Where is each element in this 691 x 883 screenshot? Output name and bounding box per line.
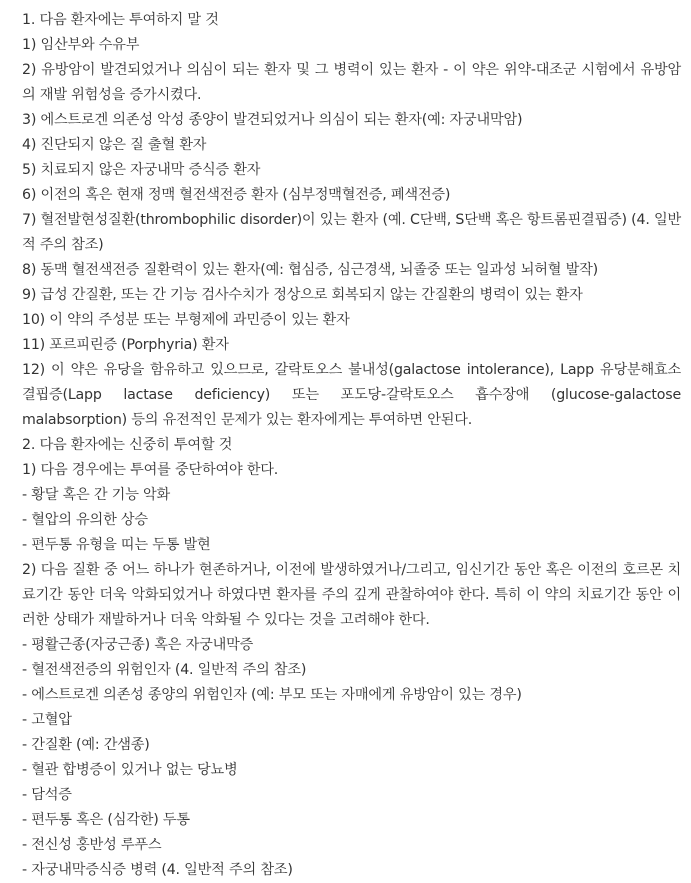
list-item: - 고혈압 [22, 712, 72, 728]
list-item: 4) 진단되지 않은 질 출혈 환자 [22, 137, 207, 153]
list-item: - 간질환 (예: 간샘종) [22, 737, 150, 753]
list-item: - 담석증 [22, 787, 72, 803]
list-item: - 혈압의 유의한 상승 [22, 512, 148, 528]
list-item: 6) 이전의 혹은 현재 정맥 혈전색전증 환자 (심부정맥혈전증, 폐색전증) [22, 187, 451, 203]
section-heading-contraindications: 1. 다음 환자에는 투여하지 말 것 [22, 12, 219, 28]
list-item: - 편두통 혹은 (심각한) 두통 [22, 812, 190, 828]
list-item: 10) 이 약의 주성분 또는 부형제에 과민증이 있는 환자 [22, 312, 350, 328]
list-item: 8) 동맥 혈전색전증 질환력이 있는 환자(예: 협심증, 심근경색, 뇌졸중 또는 일과성 뇌허혈 발작) [22, 262, 598, 278]
list-item: 11) 포르피린증 (Porphyria) 환자 [22, 337, 229, 353]
list-item: - 혈관 합병증이 있거나 없는 당뇨병 [22, 762, 238, 778]
list-item: - 편두통 유형을 띠는 두통 발현 [22, 537, 211, 553]
list-item: - 에스트로겐 의존성 종양의 위험인자 (예: 부모 또는 자매에게 유방암이 있는 경우) [22, 687, 522, 703]
list-item: 12) 이 약은 유당을 함유하고 있으므로, 갈락토오스 불내성(galactose intolerance), Lapp 유당분해효소 결핍증(Lapp lactase deficiency) 또는 포도당-갈락토오스 흡수장애 (glucose-galactose malabsorption) 등의 유전적인 문제가 있는 환자에게는 투여하면 안된다. [22, 362, 681, 428]
list-item: - 자궁내막증식증 병력 (4. 일반적 주의 참조) [22, 862, 293, 878]
list-item: 1) 임산부와 수유부 [22, 37, 140, 53]
list-item: 9) 급성 간질환, 또는 간 기능 검사수치가 정상으로 회복되지 않는 간질환의 병력이 있는 환자 [22, 287, 583, 303]
list-item: - 평활근종(자궁근종) 혹은 자궁내막증 [22, 637, 254, 653]
list-item: 1) 다음 경우에는 투여를 중단하여야 한다. [22, 462, 279, 478]
list-item: 5) 치료되지 않은 자궁내막 증식증 환자 [22, 162, 261, 178]
list-item: - 전신성 홍반성 루푸스 [22, 837, 162, 853]
list-item: 3) 에스트로겐 의존성 악성 종양이 발견되었거나 의심이 되는 환자(예: 자궁내막암) [22, 112, 523, 128]
section-heading-precautions: 2. 다음 환자에는 신중히 투여할 것 [22, 437, 233, 453]
list-item: - 혈전색전증의 위험인자 (4. 일반적 주의 참조) [22, 662, 307, 678]
list-item: 7) 혈전발현성질환(thrombophilic disorder)이 있는 환자 (예. C단백, S단백 혹은 항트롬핀결핍증) (4. 일반적 주의 참조) [22, 212, 681, 253]
list-item: 2) 유방암이 발견되었거나 의심이 되는 환자 및 그 병력이 있는 환자 - 이 약은 위약-대조군 시험에서 유방암의 재발 위험성을 증가시켰다. [22, 62, 681, 103]
list-item: - 황달 혹은 간 기능 악화 [22, 487, 171, 503]
list-item: 2) 다음 질환 중 어느 하나가 현존하거나, 이전에 발생하였거나/그리고, 임신기간 동안 혹은 이전의 호르몬 치료기간 동안 더욱 악화되었거나 하였다면 환자를 주의 깊게 관찰하여야 한다. 특히 이 약의 치료기간 동안 이러한 상태가 재발하거나 더욱 악화될 수 있다는 것을 고려해야 한다. [22, 562, 681, 628]
